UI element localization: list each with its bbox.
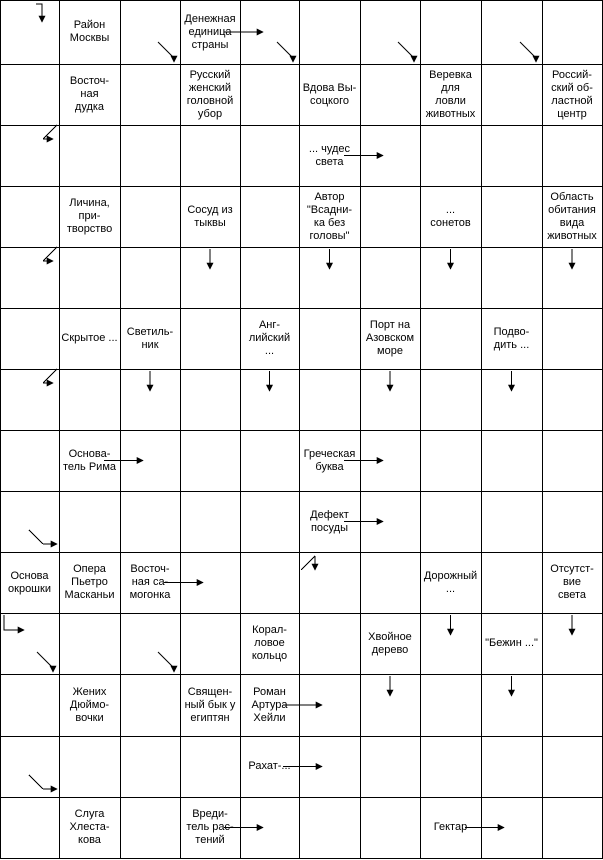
answer-cell[interactable] (0, 186, 59, 247)
clue-cell: Хвойное дерево (368, 630, 412, 656)
clue-cell: Русский женский головной убор (186, 68, 234, 120)
answer-cell[interactable] (59, 247, 120, 308)
answer-cell[interactable] (420, 491, 481, 552)
clue-cell: Вдова Вы- соцкого (302, 81, 357, 107)
clue-cell: Дефект посуды (310, 508, 349, 534)
answer-cell[interactable] (481, 369, 542, 430)
answer-cell[interactable] (240, 491, 299, 552)
clue-cell: Основа окрошки (8, 569, 51, 595)
clue-cell: Скрытое ... (61, 332, 118, 344)
answer-cell[interactable] (299, 613, 360, 674)
answer-cell[interactable] (240, 64, 299, 125)
answer-cell[interactable] (59, 736, 120, 797)
answer-cell[interactable] (299, 247, 360, 308)
answer-cell[interactable] (180, 247, 240, 308)
clue-cell: Рахат-... (248, 760, 291, 772)
answer-cell[interactable] (180, 430, 240, 491)
answer-cell[interactable] (299, 369, 360, 430)
clue-cell: Восточ- ная дудка (69, 75, 110, 113)
answer-cell[interactable] (420, 674, 481, 736)
answer-cell[interactable] (120, 186, 180, 247)
answer-cell[interactable] (542, 491, 602, 552)
answer-cell[interactable] (180, 308, 240, 369)
answer-cell[interactable] (481, 491, 542, 552)
answer-cell[interactable] (120, 736, 180, 797)
clue-cell: Дорожный ... (423, 569, 478, 595)
clue-cell: Вреди- тель рас- тений (186, 808, 234, 846)
clue-cell: Порт на Азовском море (365, 319, 415, 357)
answer-cell[interactable] (542, 369, 602, 430)
answer-cell[interactable] (542, 0, 602, 64)
answer-cell[interactable] (481, 674, 542, 736)
answer-cell[interactable] (0, 64, 59, 125)
answer-cell[interactable] (240, 125, 299, 186)
answer-cell[interactable] (299, 736, 360, 797)
answer-cell[interactable] (240, 369, 299, 430)
answer-cell[interactable] (481, 125, 542, 186)
answer-cell[interactable] (240, 0, 299, 64)
clue-cell: Священ- ный бык у египтян (184, 685, 236, 724)
answer-cell[interactable] (420, 369, 481, 430)
answer-cell[interactable] (120, 491, 180, 552)
answer-cell[interactable] (420, 613, 481, 674)
answer-cell[interactable] (299, 797, 360, 858)
answer-cell[interactable] (360, 186, 420, 247)
answer-cell[interactable] (120, 247, 180, 308)
clue-cell: Россий- ский об- ластной центр (551, 68, 593, 120)
clue-cell: Корал- ловое кольцо (251, 624, 288, 662)
answer-cell[interactable] (240, 797, 299, 858)
answer-cell[interactable] (120, 430, 180, 491)
answer-cell[interactable] (360, 797, 420, 858)
answer-cell[interactable] (240, 186, 299, 247)
answer-cell[interactable] (180, 491, 240, 552)
clue-cell: Светиль- ник (126, 325, 174, 351)
answer-cell[interactable] (420, 125, 481, 186)
answer-cell[interactable] (240, 430, 299, 491)
clue-cell: Личина, при- творство (66, 197, 113, 235)
answer-cell[interactable] (0, 247, 59, 308)
answer-cell[interactable] (420, 247, 481, 308)
answer-cell[interactable] (360, 369, 420, 430)
answer-cell[interactable] (0, 430, 59, 491)
clue-cell: Денежная единица страны (184, 12, 236, 51)
answer-cell[interactable] (481, 430, 542, 491)
clue-cell: Роман Артура Хейли (251, 685, 288, 724)
answer-cell[interactable] (180, 613, 240, 674)
clue-cell: Опера Пьетро Масканьи (64, 563, 115, 601)
answer-cell[interactable] (0, 369, 59, 430)
clue-cell: Автор "Всадни- ка без головы" (306, 190, 353, 242)
answer-cell[interactable] (542, 308, 602, 369)
answer-cell[interactable] (542, 247, 602, 308)
answer-cell[interactable] (299, 552, 360, 613)
answer-cell[interactable] (542, 430, 602, 491)
answer-cell[interactable] (481, 0, 542, 64)
answer-cell[interactable] (299, 308, 360, 369)
answer-cell[interactable] (481, 552, 542, 613)
answer-cell[interactable] (0, 797, 59, 858)
answer-cell[interactable] (360, 430, 420, 491)
answer-cell[interactable] (420, 430, 481, 491)
clue-cell: Веревка для ловли животных (425, 68, 476, 120)
answer-cell[interactable] (542, 797, 602, 858)
clue-cell: ... сонетов (430, 203, 471, 229)
answer-cell[interactable] (481, 64, 542, 125)
answer-cell[interactable] (299, 674, 360, 736)
answer-cell[interactable] (542, 613, 602, 674)
clue-cell: Подво- дить ... (493, 325, 530, 351)
answer-cell[interactable] (360, 674, 420, 736)
clue-cell: Анг- лийский ... (248, 319, 291, 357)
answer-cell[interactable] (0, 613, 59, 674)
answer-cell[interactable] (0, 125, 59, 186)
answer-cell[interactable] (360, 491, 420, 552)
answer-cell[interactable] (0, 736, 59, 797)
answer-cell[interactable] (481, 736, 542, 797)
clue-cell: "Бежин ..." (485, 637, 538, 649)
answer-cell[interactable] (360, 247, 420, 308)
clue-cell: Основа- тель Рима (62, 447, 117, 473)
answer-cell[interactable] (0, 674, 59, 736)
clue-cell: Гектар (433, 821, 468, 833)
answer-cell[interactable] (481, 186, 542, 247)
answer-cell[interactable] (120, 613, 180, 674)
clue-cell: Сосуд из тыквы (187, 203, 233, 229)
answer-cell[interactable] (120, 125, 180, 186)
clue-cell: Греческая буква (303, 447, 356, 473)
clue-cell: Жених Дюймо- вочки (69, 685, 110, 724)
answer-cell[interactable] (542, 674, 602, 736)
answer-cell[interactable] (0, 491, 59, 552)
answer-cell[interactable] (299, 0, 360, 64)
answer-cell[interactable] (180, 125, 240, 186)
answer-cell[interactable] (360, 0, 420, 64)
answer-cell[interactable] (0, 308, 59, 369)
answer-cell[interactable] (542, 736, 602, 797)
answer-cell[interactable] (420, 308, 481, 369)
clue-cell: ... чудес света (308, 142, 351, 168)
clue-cell: Область обитания вида животных (547, 190, 597, 242)
answer-cell[interactable] (420, 0, 481, 64)
clue-cell: Отсутст- вие света (550, 563, 594, 601)
answer-cell[interactable] (542, 125, 602, 186)
answer-cell[interactable] (59, 369, 120, 430)
answer-cell[interactable] (120, 64, 180, 125)
answer-cell[interactable] (59, 125, 120, 186)
answer-cell[interactable] (420, 736, 481, 797)
clue-cell: Восточ- ная са- могонка (129, 563, 171, 601)
clue-cell: Слуга Хлеста- кова (69, 808, 110, 846)
answer-cell[interactable] (120, 0, 180, 64)
answer-cell[interactable] (240, 247, 299, 308)
answer-cell[interactable] (59, 613, 120, 674)
answer-cell[interactable] (481, 797, 542, 858)
answer-cell[interactable] (59, 491, 120, 552)
answer-cell[interactable] (0, 0, 59, 64)
answer-cell[interactable] (180, 552, 240, 613)
answer-cell[interactable] (481, 247, 542, 308)
answer-cell[interactable] (240, 552, 299, 613)
clue-cell: Район Москвы (69, 19, 110, 44)
answer-cell[interactable] (180, 736, 240, 797)
answer-cell[interactable] (360, 552, 420, 613)
answer-cell[interactable] (120, 369, 180, 430)
answer-cell[interactable] (360, 64, 420, 125)
answer-cell[interactable] (360, 736, 420, 797)
answer-cell[interactable] (120, 797, 180, 858)
answer-cell[interactable] (360, 125, 420, 186)
answer-cell[interactable] (120, 674, 180, 736)
answer-cell[interactable] (180, 369, 240, 430)
